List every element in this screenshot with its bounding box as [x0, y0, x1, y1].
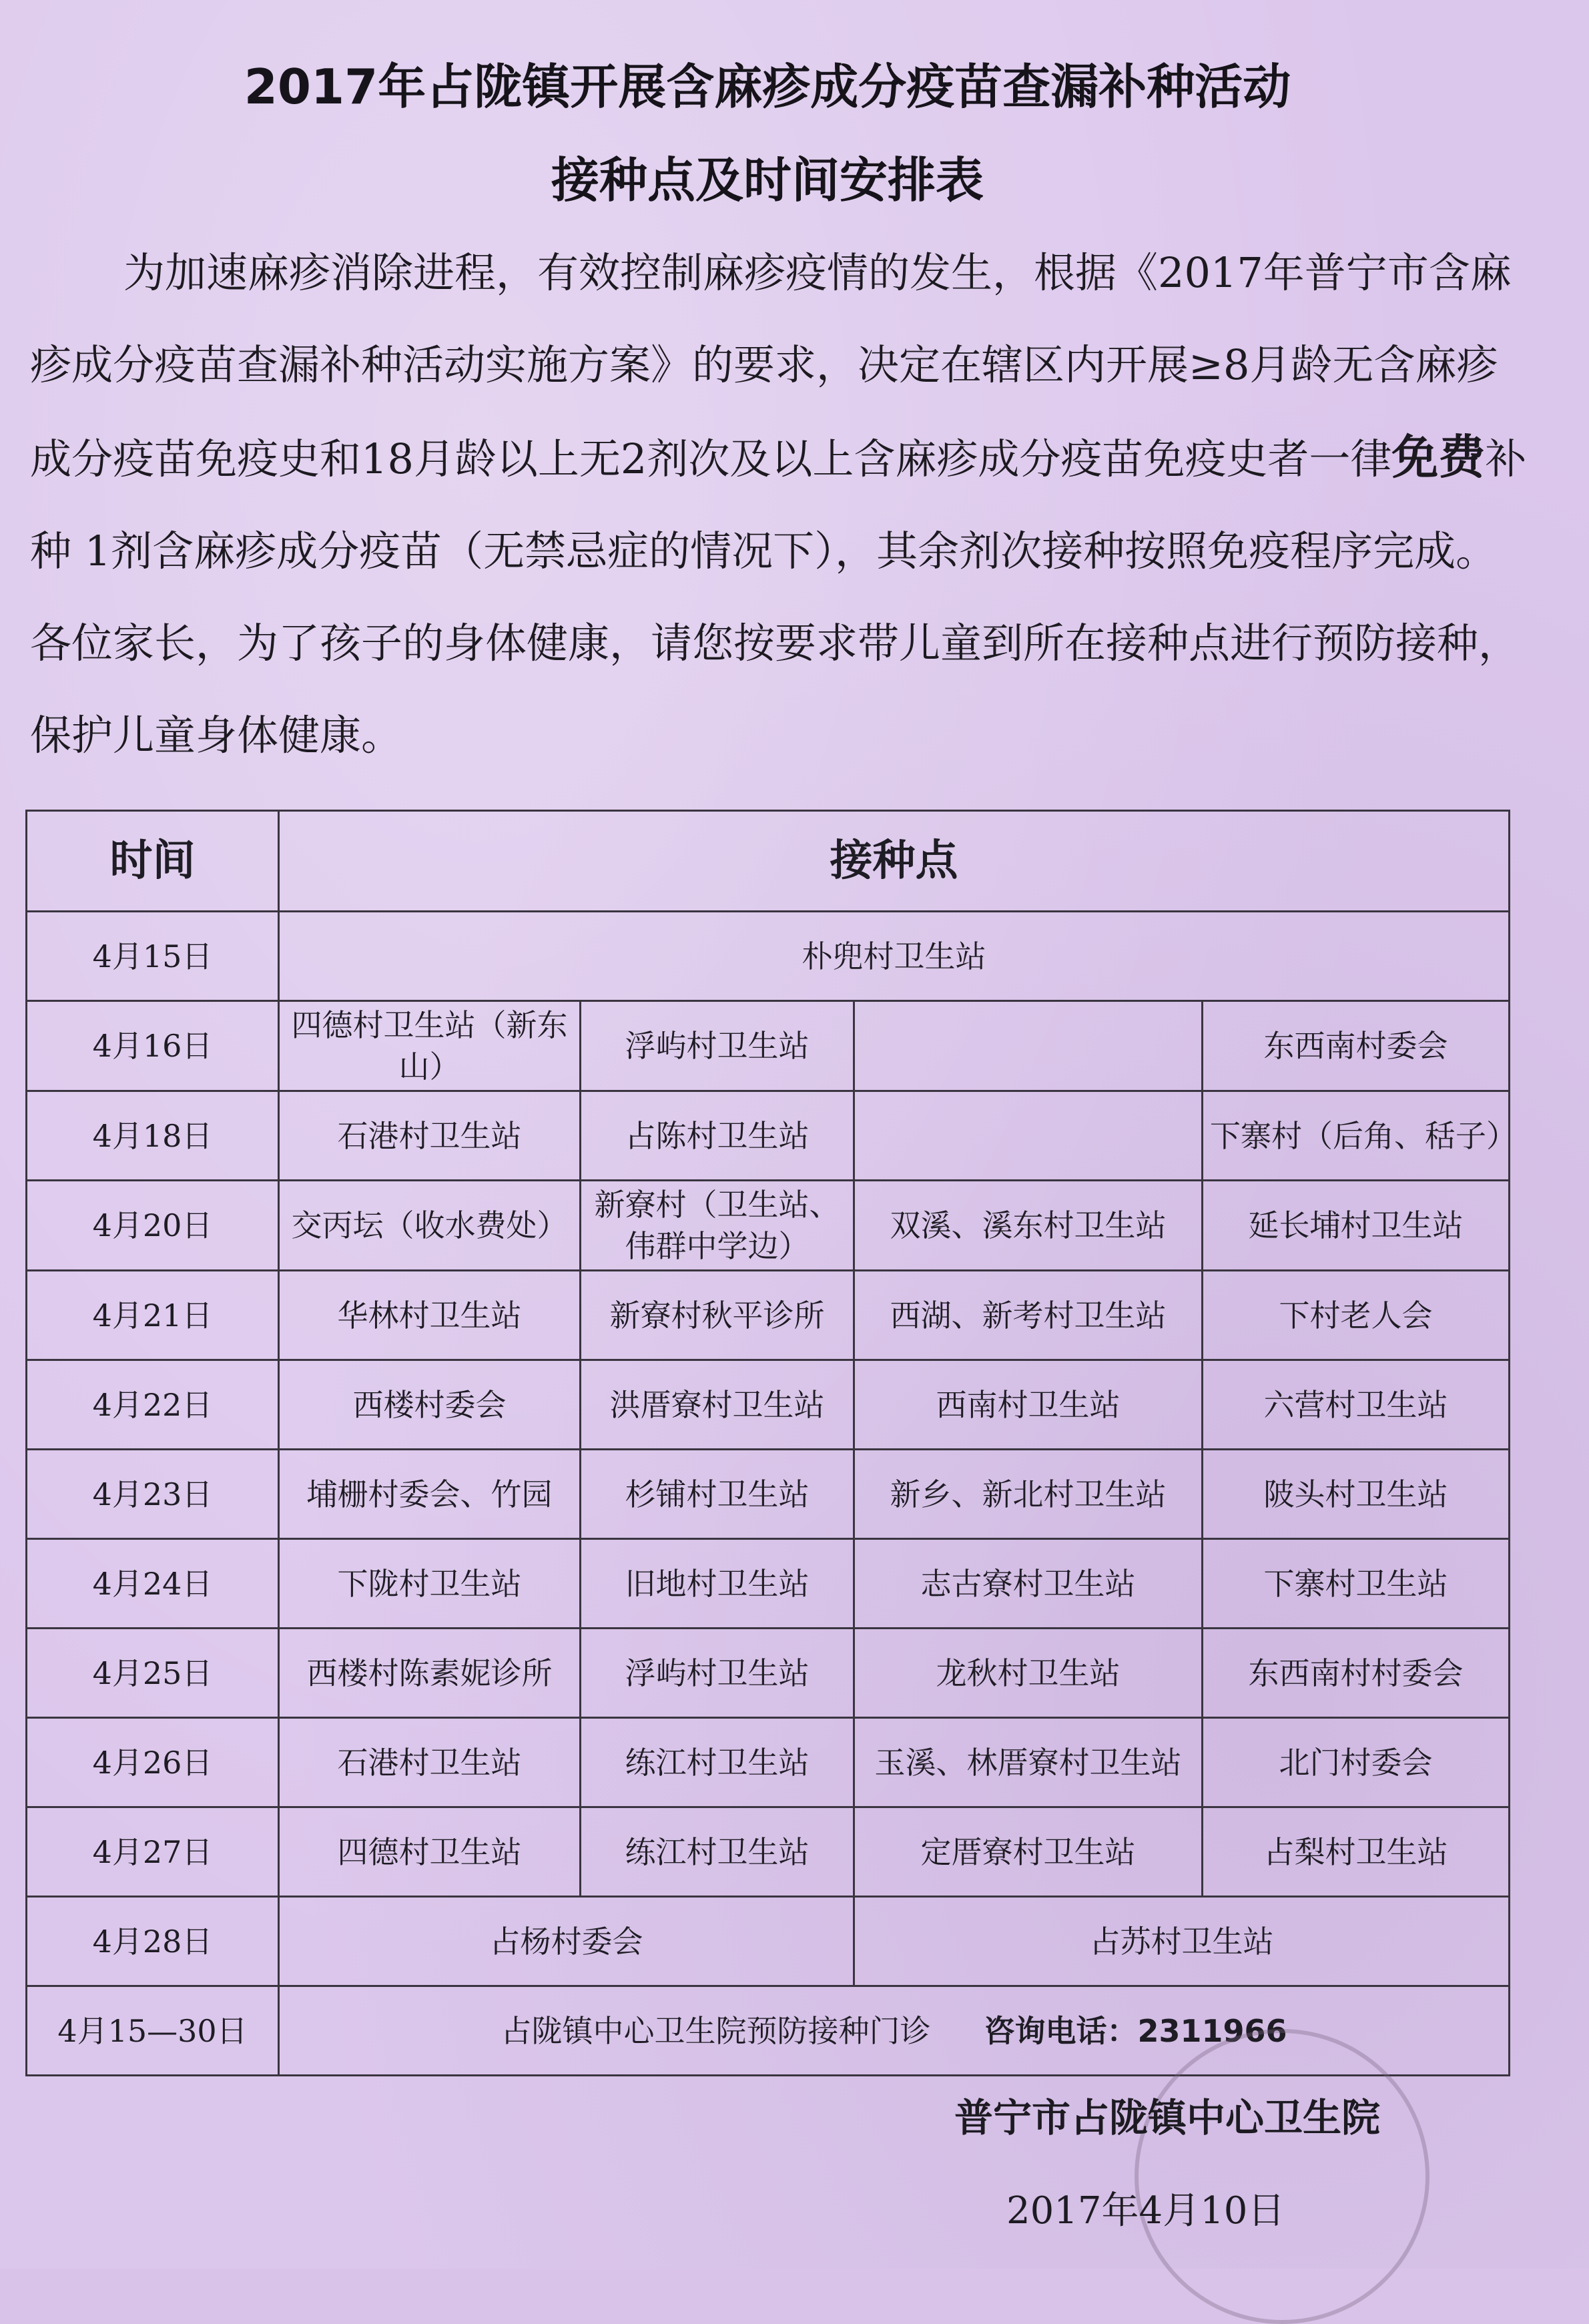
row-site-2: 新寮村（卫生站、伟群中学边） [581, 1181, 854, 1271]
row-site-1: 下陇村卫生站 [279, 1539, 581, 1629]
table-row [27, 1629, 1510, 1718]
row-site-2: 新寮村秋平诊所 [581, 1271, 854, 1360]
table-row [27, 1271, 1510, 1360]
row-date: 4月28日 [27, 1897, 279, 1986]
row-site-1: 石港村卫生站 [279, 1718, 581, 1807]
header-time: 时间 [27, 811, 279, 912]
row-site-2: 杉铺村卫生站 [581, 1450, 854, 1539]
row-site-1: 西楼村委会 [279, 1360, 581, 1450]
table-row [27, 1807, 1510, 1897]
row-site-1: 西楼村陈素妮诊所 [279, 1629, 581, 1718]
row-site-2: 浮屿村卫生站 [581, 1001, 854, 1091]
row-site-2: 练江村卫生站 [581, 1807, 854, 1897]
row-site-1: 四德村卫生站 [279, 1807, 581, 1897]
row-date: 4月15—30日 [27, 1986, 279, 2076]
row-site: 朴兜村卫生站 [279, 912, 1510, 1001]
row-site-3 [854, 1001, 1203, 1091]
row-site-3: 西南村卫生站 [854, 1360, 1203, 1450]
table-row [27, 1001, 1510, 1091]
row-site-3 [854, 1091, 1203, 1181]
table-row [27, 1181, 1510, 1271]
row-date: 4月22日 [27, 1360, 279, 1450]
row-site-3: 新乡、新北村卫生站 [854, 1450, 1203, 1539]
row-site-left: 占杨村委会 [279, 1897, 854, 1986]
issuer-name: 普宁市占陇镇中心卫生院 [954, 2095, 1381, 2140]
table-row [27, 1897, 1510, 1986]
row-site-4: 占梨村卫生站 [1203, 1807, 1510, 1897]
row-date: 4月20日 [27, 1181, 279, 1271]
row-site-4: 下村老人会 [1203, 1271, 1510, 1360]
document-subtitle: 接种点及时间安排表 [551, 152, 984, 208]
row-date: 4月15日 [27, 912, 279, 1001]
row-site-1: 交丙坛（收水费处） [279, 1181, 581, 1271]
row-site-4: 下寨村卫生站 [1203, 1539, 1510, 1629]
table-header-row [27, 811, 1510, 912]
row-date: 4月18日 [27, 1091, 279, 1181]
intro-free-emphasis: 免费 [1391, 430, 1486, 485]
row-site-1: 石港村卫生站 [279, 1091, 581, 1181]
row-site-4: 北门村委会 [1203, 1718, 1510, 1807]
vaccination-schedule-table [25, 810, 1517, 2076]
row-site-2: 浮屿村卫生站 [581, 1629, 854, 1718]
row-site-right: 占苏村卫生站 [854, 1897, 1510, 1986]
intro-text-part1: 为加速麻疹消除进程，有效控制麻疹疫情的发生，根据《2017年普宁市含麻疹成分疫苗查漏补种活动实施方案》的要求，决定在辖区内开展≥8月龄无含麻疹成分疫苗免疫史和18月龄以上无2剂次及以上含麻疹成分疫苗免疫史者一律 [30, 248, 1512, 483]
issue-date: 2017年4月10日 [1006, 2189, 1285, 2233]
row-site-1: 四德村卫生站（新东山） [279, 1001, 581, 1091]
header-site: 接种点 [279, 811, 1510, 912]
clinic-name: 占陇镇中心卫生院预防接种门诊 [501, 2012, 931, 2049]
row-site-3: 双溪、溪东村卫生站 [854, 1181, 1203, 1271]
row-site-2: 练江村卫生站 [581, 1718, 854, 1807]
table-row [27, 1718, 1510, 1807]
row-site-3: 定厝寮村卫生站 [854, 1807, 1203, 1897]
row-site-3: 志古寮村卫生站 [854, 1539, 1203, 1629]
table-row [27, 1450, 1510, 1539]
document-title: 2017年占陇镇开展含麻疹成分疫苗查漏补种活动 [244, 59, 1291, 115]
row-site-4: 陂头村卫生站 [1203, 1450, 1510, 1539]
row-site-2: 旧地村卫生站 [581, 1539, 854, 1629]
intro-text-part2: 补种 1剂含麻疹成分疫苗（无禁忌症的情况下），其余剂次接种按照免疫程序完成。各位家长，为了孩子的身体健康，请您按要求带儿童到所在接种点进行预防接种，保护儿童身体健康。 [30, 434, 1527, 760]
row-site-4: 六营村卫生站 [1203, 1360, 1510, 1450]
official-stamp [1135, 2029, 1429, 2324]
table-row [27, 1539, 1510, 1629]
row-site-4: 下寨村（后角、秳子） [1203, 1091, 1510, 1181]
row-date: 4月25日 [27, 1629, 279, 1718]
row-date: 4月24日 [27, 1539, 279, 1629]
row-date: 4月23日 [27, 1450, 279, 1539]
row-site-1: 埔栅村委会、竹园 [279, 1450, 581, 1539]
table-row [27, 1360, 1510, 1450]
row-site-2: 洪厝寮村卫生站 [581, 1360, 854, 1450]
table-row [27, 912, 1510, 1001]
row-site-3: 西湖、新考村卫生站 [854, 1271, 1203, 1360]
intro-paragraph [30, 227, 1538, 782]
row-site-4: 东西南村村委会 [1203, 1629, 1510, 1718]
table-row [27, 1091, 1510, 1181]
consult-phone: 咨询电话：2311966 [984, 2012, 1287, 2049]
row-site-4: 东西南村委会 [1203, 1001, 1510, 1091]
row-site-2: 占陈村卫生站 [581, 1091, 854, 1181]
row-site-3: 龙秋村卫生站 [854, 1629, 1203, 1718]
row-date: 4月26日 [27, 1718, 279, 1807]
row-site-1: 华林村卫生站 [279, 1271, 581, 1360]
row-date: 4月16日 [27, 1001, 279, 1091]
row-site-4: 延长埔村卫生站 [1203, 1181, 1510, 1271]
row-site-3: 玉溪、林厝寮村卫生站 [854, 1718, 1203, 1807]
row-date: 4月27日 [27, 1807, 279, 1897]
row-date: 4月21日 [27, 1271, 279, 1360]
